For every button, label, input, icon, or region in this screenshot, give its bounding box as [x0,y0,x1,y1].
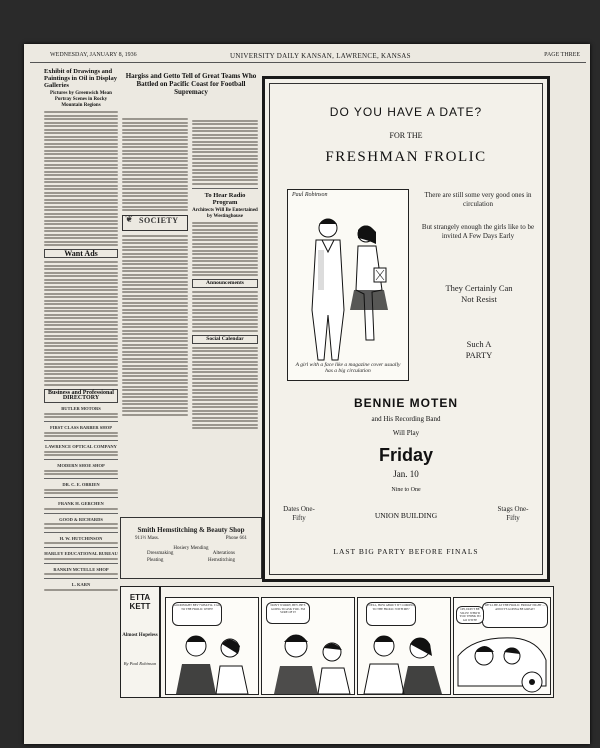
ad-last-party: LAST BIG PARTY BEFORE FINALS [333,547,479,556]
directory-listing: FIRST CLASS BARBER SHOP [44,425,118,437]
radio-article-text [192,222,258,277]
directory-listing: HARLEY EDUCATIONAL BUREAU [44,551,118,560]
ad-copy-1: There are still some very good ones in circulation [424,191,532,208]
speech-bubble: WE'LL BE AT THE FROLIC FRIDAY NIGHT — AND IT'S GONNA BE GREAT! [482,602,548,628]
radio-program-headline: To Hear Radio Program [204,191,246,206]
comic-panel [165,597,259,695]
ad-day: Friday [378,445,434,465]
smith-service: Dressmaking [147,551,174,556]
directory-listing: DR. C. E. OBRIEN [44,482,118,494]
ad-for: FOR THE [389,131,423,140]
speech-bubble: OH, DON'T BE SILLY! WHO'D YOU THINK I'D GO WITH? [456,606,484,624]
directory-listing: LAWRENCE OPTICAL COMPANY [44,444,118,456]
speech-bubble: GOODNIGHT BEV! WHAT'LL I GO TO THE FROLIC WITH? [172,602,222,626]
directory-listing: H. W. HUTCHINSON [44,536,118,545]
ad-copy-3: They Certainly Can Not Resist [445,283,513,304]
comic-byline: By Paul Robinson [123,661,157,666]
car-scene-icon [454,626,550,694]
freshman-frolic-ad [262,76,550,582]
figure-drawing-icon [262,622,354,694]
comic-title: ETTA KETT [129,593,151,611]
smith-address: 911½ Mass. [135,536,160,541]
column-2 [122,66,188,516]
page-header [30,48,586,63]
society-text [122,235,188,416]
column-1 [44,66,118,726]
comic-strip [160,586,554,698]
radio-program-subhead: Architects Will Be Entertained by Westinghouse [192,207,258,219]
smith-phone: Phone 661 [225,536,247,541]
ad-band-name: BENNIE MOTEN [353,396,458,410]
ad-date: Jan. 10 [393,469,419,479]
exhibit-headline: Exhibit of Drawings and Paintings in Oil in Display Galleries [44,68,117,89]
article-text [192,120,258,185]
comic-panel [357,597,451,695]
etta-kett-title [120,586,160,698]
society-heading: ❦ SOCIETY [122,215,188,231]
couple-illustration [287,189,409,381]
header-date: WEDNESDAY, JANUARY 8, 1936 [50,52,137,58]
want-ads-text [44,261,118,386]
header-paper-name: UNIVERSITY DAILY KANSAN, LAWRENCE, KANSAS [230,52,411,60]
ad-band-sub: and His Recording Band [371,415,441,423]
ad-stags-price: Stags One-Fifty [497,505,529,522]
figure-drawing-icon [358,624,450,694]
smith-hemstitching-ad [120,517,262,579]
directory-listing: RANKIN MCTELLE SHOP [44,567,118,576]
illustration-caption: A girl with a face like a magazine cover usually has a big circulation [295,362,401,374]
directory-listing: GOOD & RICHARDS [44,517,118,529]
comic-subtitle: Almost Hopeless [122,633,158,638]
exhibit-subhead: Pictures by Greenwich Mean Portray Scenes in Rocky Mountain Regions [50,91,112,108]
article-text [122,118,188,211]
announcements-text [192,291,258,332]
football-headline: Hargiss and Getto Tell of Great Teams Who Battled on Pacific Coast for Football Supremacy [125,72,257,96]
ad-time: Nine to One [391,487,421,493]
header-page-number: PAGE THREE [544,52,580,58]
announcements-heading: Announcements [192,279,258,288]
ad-event-name: FRESHMAN FROLIC [325,149,487,165]
smith-service: Hosiery Mending [173,546,209,551]
directory-listing: FRANK H. GERCHEN [44,501,118,510]
speech-bubble: DON'T WORRY, BEV. HE'S GOING TO ASK YOU. I'M SURE OF IT [266,602,310,624]
directory-listing: BUTLER MOTORS [44,406,118,418]
smith-service: Hemstitching [208,558,235,563]
social-calendar-heading: Social Calendar [192,335,258,344]
want-ads-heading: Want Ads [44,249,118,258]
column-3 [192,118,258,514]
ad-copy-2: But strangely enough the girls like to be invited A Few Days Early [421,223,535,240]
society-ornament-icon: ❦ [125,214,134,225]
directory-listing: L. KARN [44,582,118,591]
exhibit-article-text [44,111,118,246]
ad-question: DO YOU HAVE A DATE? [329,105,483,119]
smith-service: Pleating [147,558,164,563]
speech-bubble: WELL, HOW ABOUT IT? COMING TO THE FROLIC WITH ME? [366,602,416,626]
comic-panel [453,597,551,695]
comic-panel [261,597,355,695]
illustration-signature: Paul Robinson [292,192,328,198]
ad-will-play: Will Play [392,429,420,437]
figure-drawing-icon [166,624,258,694]
ad-dates-price: Dates One-Fifty [283,505,315,522]
ad-copy-4: Such A PARTY [465,339,493,360]
ad-venue: UNION BUILDING [374,511,438,520]
smith-name: Smith Hemstitching & Beauty Shop [137,526,245,534]
business-directory-heading: Business and Professional DIRECTORY [44,389,118,403]
directory-listing: MODERN SHOE SHOP [44,463,118,475]
smith-service: Alterations [212,551,235,556]
social-calendar-text [192,347,258,430]
couple-drawing-icon [288,190,408,380]
